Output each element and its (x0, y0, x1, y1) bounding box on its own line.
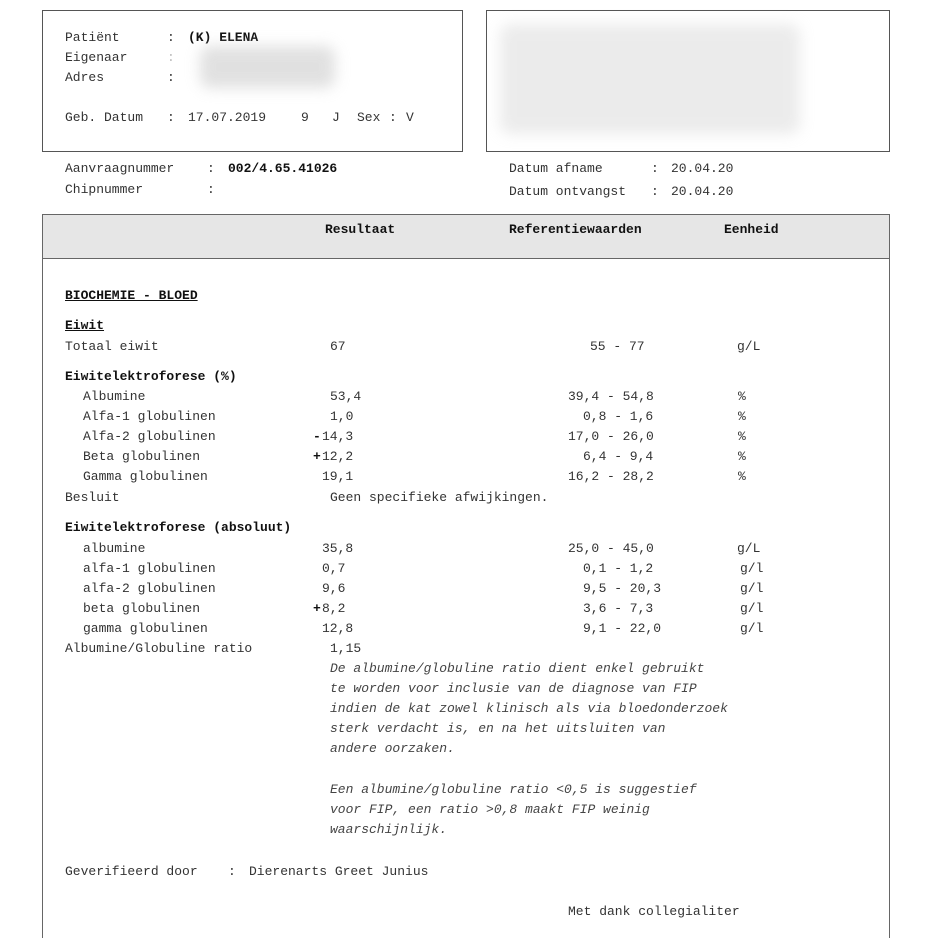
verified-sep: : (228, 864, 236, 879)
pct-row-name: Albumine (83, 389, 146, 404)
request-sep: : (207, 161, 215, 176)
age-value: 9 (301, 110, 309, 125)
pct-row-name: Beta globulinen (83, 449, 201, 464)
abs-row-name: alfa-1 globulinen (83, 561, 216, 576)
request-label: Aanvraagnummer (65, 161, 175, 176)
sample-date-sep: : (651, 161, 659, 176)
pct-row-ref: 16,2 - 28,2 (568, 469, 654, 484)
pct-row-name: Alfa-2 globulinen (83, 429, 216, 444)
pct-row-value: 19,1 (322, 469, 354, 484)
high-flag: + (313, 449, 321, 464)
ratio-note-line: waarschijnlijk. (330, 822, 448, 837)
ratio-note-line: voor FIP, een ratio >0,8 maakt FIP weinig (330, 802, 650, 817)
eiwit-heading: Eiwit (65, 318, 105, 333)
dob-value: 17.07.2019 (188, 110, 267, 125)
abs-row-ref: 9,1 - 22,0 (583, 621, 662, 636)
ratio-note-line: Een albumine/globuline ratio <0,5 is suggestief (330, 782, 697, 797)
abs-row-name: alfa-2 globulinen (83, 581, 216, 596)
conclusion-value: Geen specifieke afwijkingen. (330, 490, 549, 505)
pct-row-value: 12,2 (322, 449, 354, 464)
chip-sep: : (207, 182, 215, 197)
header-reference: Referentiewaarden (509, 222, 642, 237)
abs-row-unit: g/l (740, 621, 764, 636)
total-protein-value: 67 (330, 339, 346, 354)
pct-row-value: 1,0 (330, 409, 354, 424)
ratio-note-line: te worden voor inclusie van de diagnose van FIP (330, 681, 697, 696)
sample-date-label: Datum afname (509, 161, 603, 176)
ratio-value: 1,15 (330, 641, 362, 656)
abs-row-ref: 25,0 - 45,0 (568, 541, 654, 556)
patient-sep: : (167, 30, 175, 45)
abs-row-value: 12,8 (322, 621, 354, 636)
age-unit: J (332, 110, 340, 125)
abs-row-value: 9,6 (322, 581, 346, 596)
abs-row-name: beta globulinen (83, 601, 201, 616)
pct-row-name: Alfa-1 globulinen (83, 409, 216, 424)
electro-abs-heading: Eiwitelektroforese (absoluut) (65, 520, 292, 535)
redacted-owner-address (200, 46, 335, 88)
ratio-note-line: andere oorzaken. (330, 741, 455, 756)
sex-value: V (406, 110, 414, 125)
owner-label: Eigenaar (65, 50, 128, 65)
received-date-sep: : (651, 184, 659, 199)
pct-row-ref: 39,4 - 54,8 (568, 389, 654, 404)
chip-label: Chipnummer (65, 182, 144, 197)
verified-label: Geverifieerd door (65, 864, 198, 879)
abs-row-unit: g/l (740, 601, 764, 616)
pct-row-name: Gamma globulinen (83, 469, 208, 484)
abs-row-unit: g/L (737, 541, 761, 556)
abs-row-value: 35,8 (322, 541, 354, 556)
abs-row-unit: g/l (740, 561, 764, 576)
pct-row-unit: % (738, 389, 746, 404)
patient-name: (K) ELENA (188, 30, 259, 45)
received-date-label: Datum ontvangst (509, 184, 627, 199)
owner-sep: : (167, 50, 175, 65)
total-protein-ref: 55 - 77 (590, 339, 645, 354)
dob-label: Geb. Datum (65, 110, 144, 125)
sample-date-value: 20.04.20 (671, 161, 734, 176)
redacted-address-block (500, 24, 800, 134)
abs-row-unit: g/l (740, 581, 764, 596)
pct-row-ref: 6,4 - 9,4 (583, 449, 654, 464)
dob-sep: : (167, 110, 175, 125)
section-title: BIOCHEMIE - BLOED (65, 288, 198, 303)
abs-row-ref: 9,5 - 20,3 (583, 581, 662, 596)
abs-row-ref: 0,1 - 1,2 (583, 561, 654, 576)
header-unit: Eenheid (724, 222, 779, 237)
ratio-note-line: De albumine/globuline ratio dient enkel gebruikt (330, 661, 705, 676)
ratio-note-line: indien de kat zowel klinisch als via bloedonderzoek (330, 701, 728, 716)
ratio-name: Albumine/Globuline ratio (65, 641, 253, 656)
pct-row-ref: 17,0 - 26,0 (568, 429, 654, 444)
closing-thanks: Met dank collegialiter (568, 904, 740, 919)
pct-row-unit: % (738, 429, 746, 444)
abs-row-value: 0,7 (322, 561, 346, 576)
conclusion-label: Besluit (65, 490, 120, 505)
pct-row-unit: % (738, 469, 746, 484)
patient-label: Patiënt (65, 30, 120, 45)
pct-row-unit: % (738, 449, 746, 464)
low-flag: - (313, 429, 321, 444)
pct-row-value: 14,3 (322, 429, 354, 444)
received-date-value: 20.04.20 (671, 184, 734, 199)
request-number: 002/4.65.41026 (228, 161, 338, 176)
address-label: Adres (65, 70, 105, 85)
abs-row-ref: 3,6 - 7,3 (583, 601, 654, 616)
address-sep: : (167, 70, 175, 85)
ratio-note-line: sterk verdacht is, en na het uitsluiten van (330, 721, 666, 736)
verified-value: Dierenarts Greet Junius (249, 864, 429, 879)
header-result: Resultaat (325, 222, 396, 237)
pct-row-ref: 0,8 - 1,6 (583, 409, 654, 424)
pct-row-unit: % (738, 409, 746, 424)
total-protein-name: Totaal eiwit (65, 339, 159, 354)
pct-row-value: 53,4 (330, 389, 362, 404)
results-body-frame (42, 258, 890, 938)
high-flag: + (313, 601, 321, 616)
electro-pct-heading: Eiwitelektroforese (%) (65, 369, 237, 384)
abs-row-value: 8,2 (322, 601, 346, 616)
abs-row-name: albumine (83, 541, 146, 556)
abs-row-name: gamma globulinen (83, 621, 208, 636)
total-protein-unit: g/L (737, 339, 761, 354)
sex-sep: : (389, 110, 397, 125)
sex-label: Sex (357, 110, 381, 125)
